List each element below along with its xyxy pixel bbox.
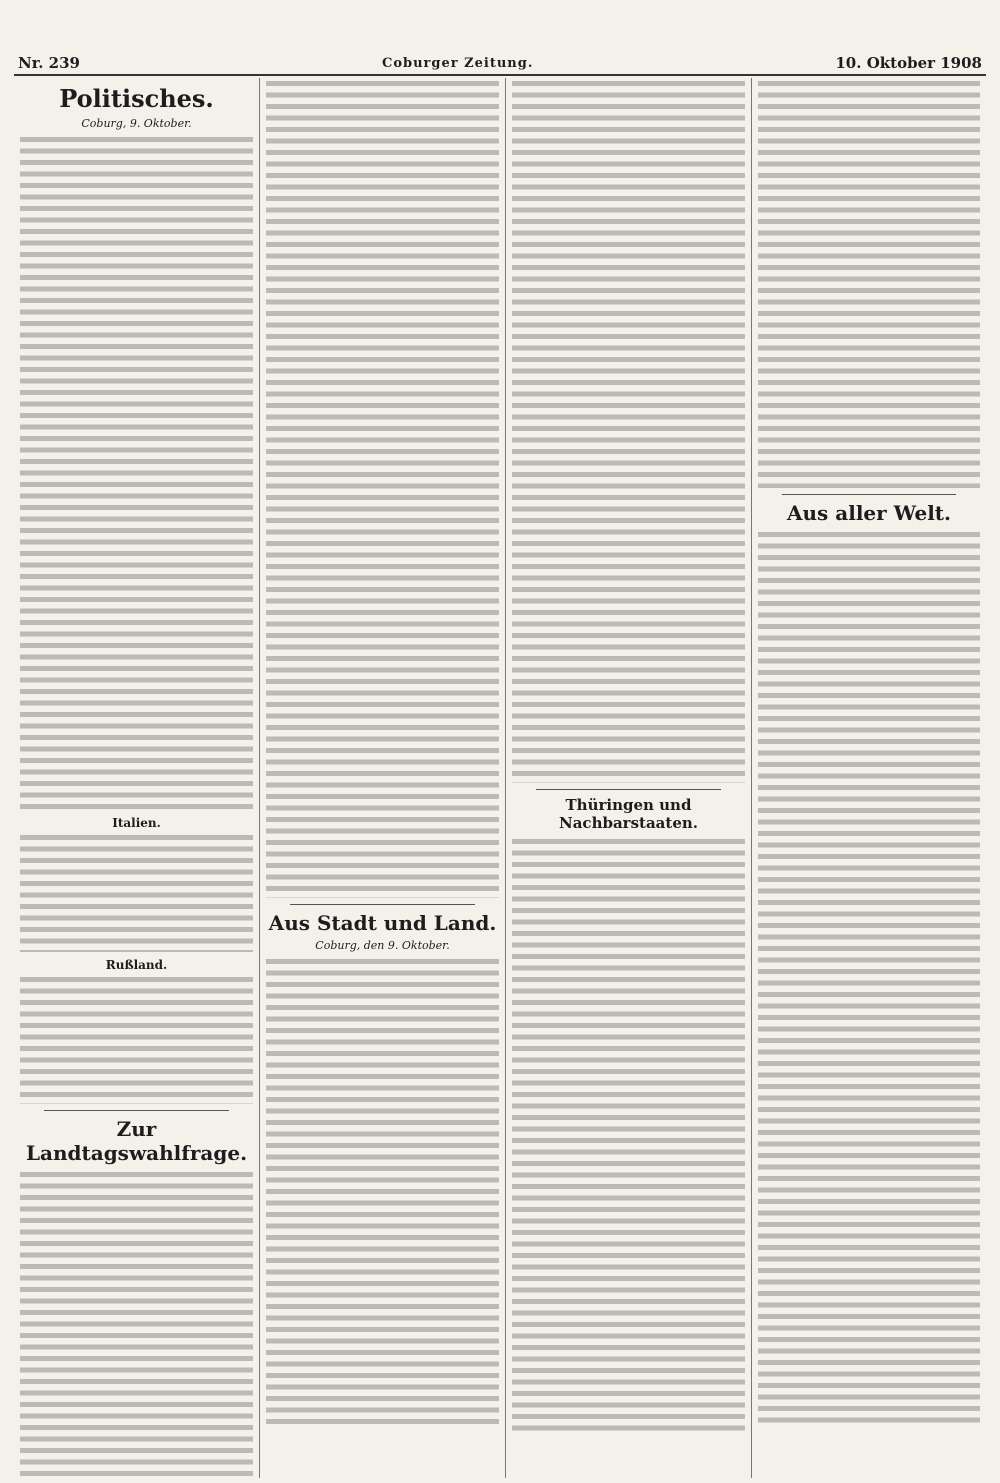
column-1 [14,78,260,1478]
section-heading-landtag: Zur Landtagswahlfrage. [25,1117,248,1165]
section-heading-politics: Politisches. [59,84,214,113]
issue-date: 10. Oktober 1908 [835,54,982,72]
separator [290,904,475,905]
article-body [758,529,980,1424]
article-body [20,974,253,1104]
page-header [18,52,982,74]
section-heading-world: Aus aller Welt. [786,501,951,525]
column-4 [752,78,986,1478]
article-body [266,956,499,1426]
subheading-italy: Italien. [112,816,161,830]
section-heading-thuringia: Thüringen und Nachbarstaaten. [559,796,698,832]
subheading-russia: Rußland. [105,958,168,972]
article-body [266,78,499,898]
article-body [20,1169,253,1478]
dateline: Coburg, den 9. Oktober. [315,939,450,952]
article-body [20,832,253,952]
separator [44,1110,229,1111]
article-body [512,78,745,783]
dateline: Coburg, 9. Oktober. [81,117,192,130]
section-heading-local: Aus Stadt und Land. [268,911,497,935]
column-3 [506,78,752,1478]
article-body [758,78,980,488]
issue-number: Nr. 239 [18,54,80,72]
column-2 [260,78,506,1478]
article-body [20,134,253,810]
separator [782,494,956,495]
article-body [512,836,745,1436]
header-rule [14,74,986,76]
separator [536,789,721,790]
newspaper-title: Coburger Zeitung. [382,55,534,71]
